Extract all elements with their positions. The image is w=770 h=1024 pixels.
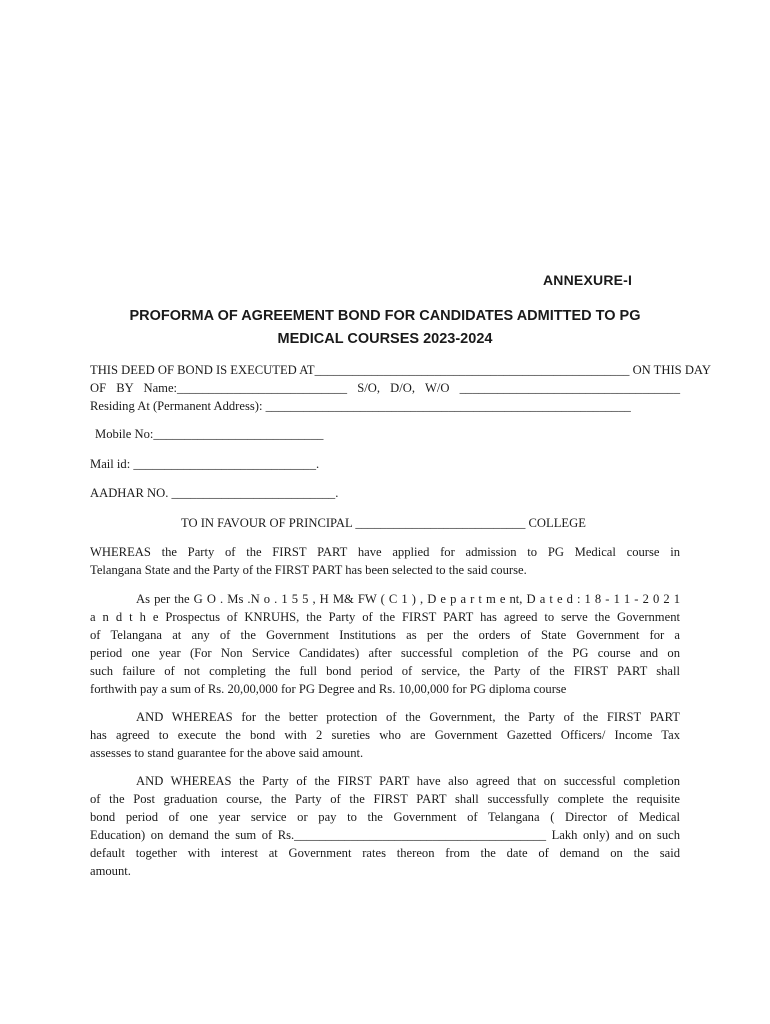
p4-line: amount.	[90, 863, 131, 878]
paragraph-go-reference	[90, 591, 680, 698]
title-line-2: MEDICAL COURSES 2023-2024	[277, 331, 493, 347]
p4-line: of the Post graduation course, the Party of the FIRST PART shall successfully complete the requisite	[90, 791, 680, 806]
annexure-label: ANNEXURE-I	[543, 272, 633, 288]
mail-field: Mail id: _____________________________.	[90, 457, 320, 471]
p1-line: WHEREAS the Party of the FIRST PART have applied for admission to PG Medical course in	[90, 545, 680, 559]
paragraph-whereas	[90, 544, 680, 580]
p2-line: As per the G O . Ms .N o . 1 5 5 , H M& FW ( C 1 ) , D e p a r t m e nt, D a t e d : 1 8 - 1 1 - 2 0 2 1	[136, 592, 680, 606]
p3-line: AND WHEREAS for the better protection of the Government, the Party of the FIRST PART	[136, 710, 680, 724]
p2-line: period one year (For Non Service Candidates) after successful completion of the PG course and on	[90, 645, 680, 660]
p4-line: bond period of one year service or pay to the Government of Telangana ( Director of Medical	[90, 809, 680, 824]
p2-line: forthwith pay a sum of Rs. 20,00,000 for PG Degree and Rs. 10,00,000 for PG diploma course	[90, 681, 567, 696]
deed-line-3: Residing At (Permanent Address): __________________________________________________________	[90, 398, 631, 413]
document-title	[90, 305, 680, 351]
deed-line-1: THIS DEED OF BOND IS EXECUTED AT__________________________________________________ ON THIS DAY	[90, 363, 711, 377]
p4-line: default together with interest at Government rates thereon from the date of demand on the said	[90, 845, 680, 860]
p4-line: Education) on demand the sum of Rs.________________________________________ Lakh only) and on such	[90, 827, 680, 842]
deed-line-2: OF BY Name:___________________________ S/O, D/O, W/O ___________________________________	[90, 380, 680, 395]
deed-details	[90, 362, 711, 416]
p3-line: assesses to stand guarantee for the above said amount.	[90, 745, 364, 760]
aadhar-field: AADHAR NO. __________________________.	[90, 486, 339, 500]
paragraph-sureties	[90, 709, 680, 763]
paragraph-service-bond	[90, 773, 680, 880]
title-line-1: PROFORMA OF AGREEMENT BOND FOR CANDIDATES ADMITTED TO PG	[129, 308, 641, 324]
p3-line: has agreed to execute the bond with 2 sureties who are Government Gazetted Officers/ Income Tax	[90, 727, 680, 742]
favour-line: TO IN FAVOUR OF PRINCIPAL ___________________________ COLLEGE	[181, 516, 586, 530]
p1-line: Telangana State and the Party of the FIRST PART has been selected to the said course.	[90, 562, 527, 577]
p4-line: AND WHEREAS the Party of the FIRST PART have also agreed that on successful completion	[136, 774, 680, 788]
mobile-field: Mobile No:___________________________	[95, 427, 324, 441]
p2-line: such failure of not completing the full bond period of service, the Party of the FIRST PART shall	[90, 663, 680, 678]
p2-line: a n d t h e Prospectus of KNRUHS, the Party of the FIRST PART has agreed to serve the Government	[90, 609, 680, 624]
p2-line: of Telangana at any of the Government Institutions as per the orders of State Government for a	[90, 627, 680, 642]
